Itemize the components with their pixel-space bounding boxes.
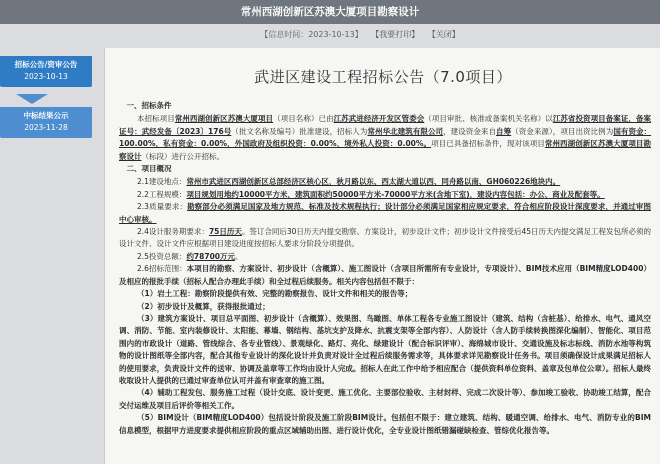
sidebar-item-date: 2023-11-28: [24, 123, 68, 132]
paragraph-service-period: 2.4设计服务期要求：75日历天。签订合同后30日历天内提交勘察、方案设计，初步设计文件；初步设计文件接受后45日历天内提交满足工程发包所必须的设计文件、设计文件应根据项目建设进度按招标人要求分阶段分项提供。: [119, 227, 651, 249]
info-date: 【信息时间：2023-10-13】: [260, 30, 363, 39]
paragraph-scale: 2.2工程规模：项目规划用地约10000平方米，建筑面积约50000平方米-70000平方米(含地下室)，建设内容包括：办公、商业及配套等。: [137, 189, 605, 199]
paragraph-location: 2.1建设地点：常州市武进区西湖创新区总部经济区核心区，秋月路以东、西太湖大道以西、同舟路以南、GH060226地块内。: [137, 177, 561, 187]
section-heading: 二、项目概况: [126, 164, 172, 174]
document-panel: [104, 48, 660, 464]
paragraph-scope: 2.6招标范围：本项目的勘察、方案设计、初步设计（含概算）、施工图设计（含项目所需所有专业设计，专项设计）、BIM技术应用（BIM精度LOD400）及相应的报批手续（招标人配合办理此手续）和全过程后续服务。相关内容包括但不限于：: [119, 264, 651, 286]
list-item: （5）BIM设计（BIM精度LOD400）包括设计阶段及施工阶段BIM设计。包括但不限于：建立建筑、结构、暖通空调、给排水、电气、消防专业的BIM信息模型，根据甲方进度要求提供相应阶段的重点区域辅助出图、进行设计优化，全专业设计图纸错漏碰缺检查、管综优化报告等。: [119, 413, 651, 435]
paragraph-investment: 2.5投资总额：约78700万元。: [137, 251, 243, 261]
sidebar-item-label: 中标结果公示: [23, 111, 69, 120]
page-header: [0, 0, 660, 24]
list-item: （1）岩土工程：勘察阶段提供有效、完整的勘察报告、设计文件和相关的报告等；: [137, 289, 413, 299]
close-link[interactable]: 【关闭】: [427, 30, 460, 39]
paragraph-tender-conditions: 本招标项目常州西湖创新区苏澳大厦项目（项目名称）已由江苏武进经济开发区管委会（项目审批、核准或备案机关名称）以江苏省投资项目备案证，备案证号：武经发备〔2023〕176号（批文名称及编号）批准建设，招标人为常州华北建筑有限公司，建设资金来自自筹（资金来源），项目出资比例为国有资金：100.00%，私有资金：0.00%，外国政府及组织投资：0.00%，境外私人投资：0.00%。项目已具备招标条件，现对该项目常州西湖创新区苏澳大厦项目勘察设计（标段）进行公开招标。: [119, 114, 652, 161]
print-link[interactable]: 【我要打印】: [371, 30, 420, 39]
sidebar-item-tender-notice[interactable]: [0, 56, 92, 87]
paragraph-quality: 2.3质量要求：勘察部分必须满足国家及地方规范、标准及技术规程执行；设计部分必须满足国家相应规定要求，符合相应阶段设计深度要求，并通过审图中心审核。: [119, 202, 651, 224]
sidebar-item-date: 2023-10-13: [24, 72, 68, 81]
sidebar-item-award-result[interactable]: [0, 107, 92, 138]
list-item: （3）建筑方案设计、项目总平面图、初步设计（含概算）、效果图、鸟瞰图、单体工程各专业施工图设计（建筑、结构（含桩基）、给排水、电气、通风空调、消防、节能、室内装修设计、太阳能、幕墙、钢结构、基坑支护及降水、抗震支架等全部内容）、人防设计（含人防手续转换图深化编制）、智能化、项目范围内的市政设计（道路、管线综合、各专业管线）、景观绿化、路灯、亮化、绿建设计（配合标识评审）、海绵城市设计、交通设施及标志标线、消防水池等构筑物的设计图纸等全部内容，配合其他专业设计的深化设计并负责对设计全过程后续服务需求等，具体要求详见勘察设计任务书。项目须确保设计成果满足招标人的使用要求，负责设计文件的送审、协调及盖章等工作均由设计人完成。招标人在此工作中给予相应配合（提供资料单位资料、盖章及包单位公章）。招标人最终收取设计人提供的已通过审查单位认可并盖有审查章的施工图。: [119, 313, 651, 385]
document-title: 武进区建设工程招标公告（7.0项目）: [254, 68, 512, 86]
info-bar: [60, 28, 660, 42]
section-heading: 一、招标条件: [126, 101, 172, 110]
timeline-arrow-icon: [16, 94, 48, 104]
list-item: （2）初步设计及概算，获得报批通过；: [137, 301, 270, 311]
page-title: 常州西湖创新区苏澳大厦项目勘察设计: [240, 6, 420, 18]
document-body: [119, 100, 651, 437]
list-item: （4）辅助工程发包、服务施工过程（设计交底、设计变更、施工优化、主要部位验收、主材封样、完成二次设计等）、参加竣工验收、协助竣工结算，配合交付运维及项目后评价等相关工作。: [119, 388, 651, 410]
sidebar-item-label: 招标公告/资审公告: [14, 60, 78, 69]
